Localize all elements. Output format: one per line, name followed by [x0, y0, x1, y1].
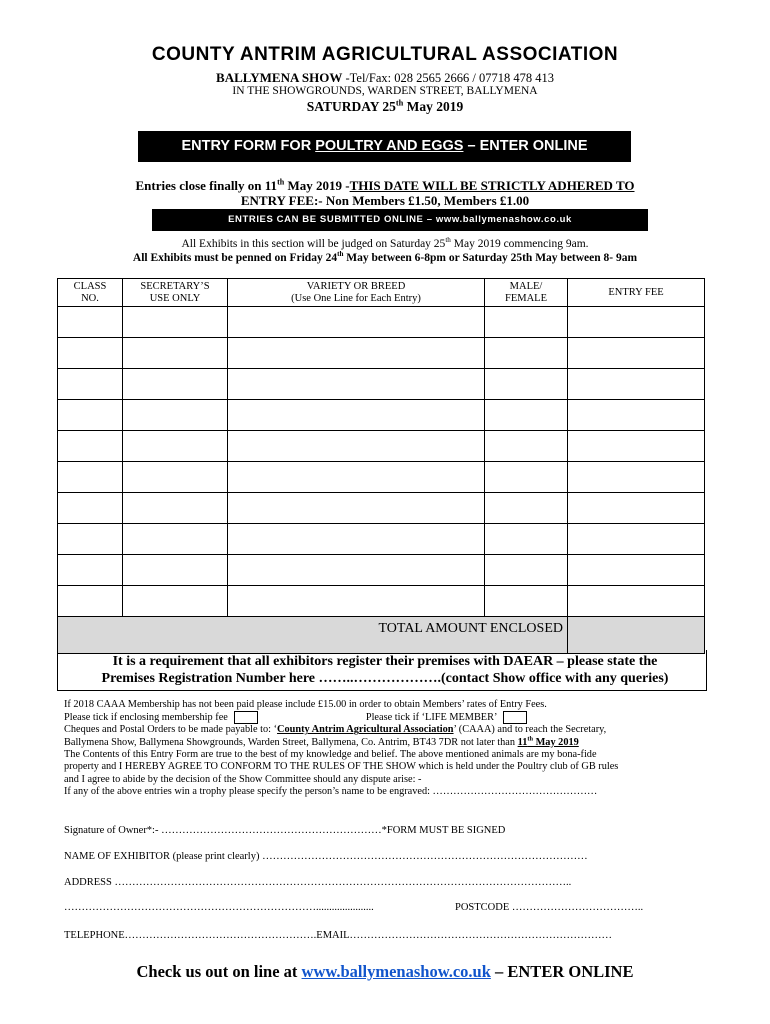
deadline-sup: th [527, 735, 534, 743]
deadline-day: 11 [517, 736, 528, 748]
class-cell[interactable] [58, 493, 123, 524]
sex-header-2: FEMALE [505, 293, 547, 304]
judging-text-a: All Exhibits in this section will be judged on Saturday 25 [181, 238, 446, 250]
judging-line [0, 238, 770, 250]
secretary-header [123, 279, 228, 307]
declaration-line-3: and I agree to abide by the decision of the Show Committee should any dispute arise: - [64, 773, 422, 785]
penning-line [0, 252, 770, 264]
penning-text-a: All Exhibits must be penned on Friday 24 [132, 252, 338, 264]
online-entry-bar: ENTRIES CAN BE SUBMITTED ONLINE – www.ballymenashow.co.uk [152, 209, 648, 231]
address-field[interactable]: ADDRESS ………………………………………………………………………………………………………………….. [64, 877, 572, 888]
class-cell[interactable] [58, 555, 123, 586]
fee-cell[interactable] [568, 369, 705, 400]
deadline-month: May 2019 [533, 736, 579, 748]
class-header-2: NO. [81, 293, 99, 304]
table-row [58, 338, 705, 369]
table-row [58, 431, 705, 462]
membership-fee-checkbox[interactable] [234, 711, 258, 724]
sec-header-1: SECRETARY’S [140, 281, 210, 292]
variety-cell[interactable] [228, 462, 485, 493]
footer-cta [0, 962, 770, 982]
sex-cell[interactable] [485, 369, 568, 400]
secretary-cell [123, 307, 228, 338]
membership-note: If 2018 CAAA Membership has not been paid please include £15.00 in order to obtain Members’ rates of Entry Fees. [64, 699, 547, 710]
secretary-cell [123, 400, 228, 431]
sex-cell[interactable] [485, 338, 568, 369]
association-title: COUNTY ANTRIM AGRICULTURAL ASSOCIATION [151, 44, 619, 65]
show-name: BALLYMENA SHOW [216, 70, 343, 85]
penning-text-b: May between 6-8pm or Saturday 25th May between 8- 9am [343, 252, 638, 264]
daear-line-2: Premises Registration Number here ……..……………….(contact Show office with any queries) [101, 671, 669, 686]
daear-line-1: It is a requirement that all exhibitors register their premises with DAEAR – please state the [112, 654, 658, 669]
terms-block [64, 699, 709, 798]
total-amount-cell[interactable] [568, 617, 705, 654]
variety-cell[interactable] [228, 369, 485, 400]
sec-header-2: USE ONLY [149, 293, 201, 304]
class-cell[interactable] [58, 586, 123, 617]
show-contact-line [0, 70, 770, 86]
variety-cell[interactable] [228, 555, 485, 586]
show-date [0, 99, 770, 115]
contact-numbers: -Tel/Fax: 028 2565 2666 / 07718 478 413 [345, 71, 554, 85]
judging-text-b: May 2019 commencing 9am. [450, 238, 589, 250]
show-address: IN THE SHOWGROUNDS, WARDEN STREET, BALLYMENA [232, 85, 538, 97]
show-date-prefix: SATURDAY 25 [306, 99, 396, 114]
variety-cell[interactable] [228, 586, 485, 617]
show-date-suffix: May 2019 [403, 99, 464, 114]
daear-requirement [0, 653, 770, 687]
entry-form-banner [138, 131, 631, 162]
variety-cell[interactable] [228, 338, 485, 369]
class-cell[interactable] [58, 400, 123, 431]
total-label: TOTAL AMOUNT ENCLOSED [58, 617, 568, 654]
sex-cell[interactable] [485, 524, 568, 555]
table-row [58, 462, 705, 493]
sex-cell[interactable] [485, 462, 568, 493]
footer-suffix: – ENTER ONLINE [490, 962, 634, 981]
closing-text-1: Entries close finally on 11 [135, 178, 278, 193]
banner-suffix: – ENTER ONLINE [463, 138, 588, 154]
life-member-checkbox[interactable] [503, 711, 527, 724]
table-row [58, 555, 705, 586]
table-row [58, 307, 705, 338]
payable-line [64, 724, 709, 736]
sex-cell[interactable] [485, 307, 568, 338]
class-cell[interactable] [58, 431, 123, 462]
class-cell[interactable] [58, 462, 123, 493]
signature-field[interactable]: Signature of Owner*:- ………………………………………………………*FORM MUST BE SIGNED [64, 825, 506, 836]
total-row [58, 617, 705, 654]
class-cell[interactable] [58, 338, 123, 369]
penning-sup: th [337, 250, 344, 259]
entry-fee-line: ENTRY FEE:- Non Members £1.50, Members £1.00 [240, 193, 530, 208]
closing-warning: THIS DATE WILL BE STRICTLY ADHERED TO [349, 178, 635, 193]
life-member-label: Please tick if ‘LIFE MEMBER’ [365, 712, 498, 724]
membership-tick-label: Please tick if enclosing membership fee [64, 712, 228, 724]
var-header-2: (Use One Line for Each Entry) [291, 293, 421, 304]
closing-text-2: May 2019 - [284, 178, 350, 193]
class-header-1: CLASS [73, 281, 107, 292]
fee-cell[interactable] [568, 338, 705, 369]
banner-prefix: ENTRY FORM FOR [181, 138, 316, 154]
postcode-field[interactable]: POSTCODE ……………………………….. [455, 902, 644, 913]
table-row [58, 586, 705, 617]
tick-row [64, 711, 709, 724]
table-row [58, 369, 705, 400]
fee-cell[interactable] [568, 555, 705, 586]
secretary-cell [123, 586, 228, 617]
telephone-email-field[interactable]: TELEPHONE……………………………………………….EMAIL………………………………………………………………… [64, 930, 613, 941]
deadline-line [64, 737, 709, 749]
variety-cell[interactable] [228, 307, 485, 338]
table-row [58, 493, 705, 524]
sex-cell[interactable] [485, 586, 568, 617]
fee-cell[interactable] [568, 462, 705, 493]
exhibitor-name-field[interactable]: NAME OF EXHIBITOR (please print clearly) ………………………………………………………………………………… [64, 851, 588, 862]
table-header-row [58, 279, 705, 307]
table-row [58, 400, 705, 431]
var-header-1: VARIETY OR BREED [306, 281, 406, 292]
secretary-cell [123, 493, 228, 524]
secretary-cell [123, 338, 228, 369]
declaration-line-1: The Contents of this Entry Form are true to the best of my knowledge and belief. The above mentioned animals are my bona-fide [64, 749, 597, 761]
secretary-cell [123, 462, 228, 493]
fee-cell[interactable] [568, 524, 705, 555]
fee-cell[interactable] [568, 493, 705, 524]
secretary-cell [123, 431, 228, 462]
address-line-2-field[interactable]: ………………………………………………………………...................... [64, 902, 374, 913]
entry-fee-header: ENTRY FEE [568, 279, 705, 307]
deadline-text-a: Ballymena Show, Ballymena Showgrounds, Warden Street, Ballymena, Co. Antrim, BT43 7DR not later than [64, 736, 518, 748]
payable-text-c: ’ (CAAA) and to reach the Secretary, [453, 724, 607, 736]
variety-cell[interactable] [228, 400, 485, 431]
show-date-sup: th [395, 98, 404, 108]
closing-date-line [0, 178, 770, 194]
fee-cell[interactable] [568, 586, 705, 617]
footer-prefix: Check us out on line at [136, 962, 302, 981]
sex-cell[interactable] [485, 400, 568, 431]
sex-header [485, 279, 568, 307]
fee-cell[interactable] [568, 307, 705, 338]
sex-header-1: MALE/ [509, 281, 543, 292]
class-no-header [58, 279, 123, 307]
class-cell[interactable] [58, 524, 123, 555]
payable-text-a: Cheques and Postal Orders to be made payable to: ‘ [64, 724, 278, 736]
table-row [58, 524, 705, 555]
sex-cell[interactable] [485, 555, 568, 586]
sex-cell[interactable] [485, 493, 568, 524]
variety-cell[interactable] [228, 524, 485, 555]
secretary-cell [123, 369, 228, 400]
declaration-line-2: property and I HEREBY AGREE TO CONFORM TO THE RULES OF THE SHOW which is held under the Poultry club of GB rules [64, 761, 619, 773]
payee-name: County Antrim Agricultural Association [277, 724, 454, 736]
entries-table [57, 278, 705, 654]
variety-cell[interactable] [228, 431, 485, 462]
secretary-cell [123, 524, 228, 555]
judging-sup: th [445, 236, 451, 245]
banner-section: POULTRY AND EGGS [315, 138, 464, 154]
fee-cell[interactable] [568, 431, 705, 462]
variety-header [228, 279, 485, 307]
trophy-engraving-field[interactable]: If any of the above entries win a trophy please specify the person’s name to be engraved: ………………………………………… [64, 785, 598, 797]
class-cell[interactable] [58, 369, 123, 400]
closing-sup: th [277, 177, 285, 187]
variety-cell[interactable] [228, 493, 485, 524]
secretary-cell [123, 555, 228, 586]
class-cell[interactable] [58, 307, 123, 338]
fee-cell[interactable] [568, 400, 705, 431]
sex-cell[interactable] [485, 431, 568, 462]
website-link[interactable]: www.ballymenashow.co.uk [301, 962, 491, 981]
